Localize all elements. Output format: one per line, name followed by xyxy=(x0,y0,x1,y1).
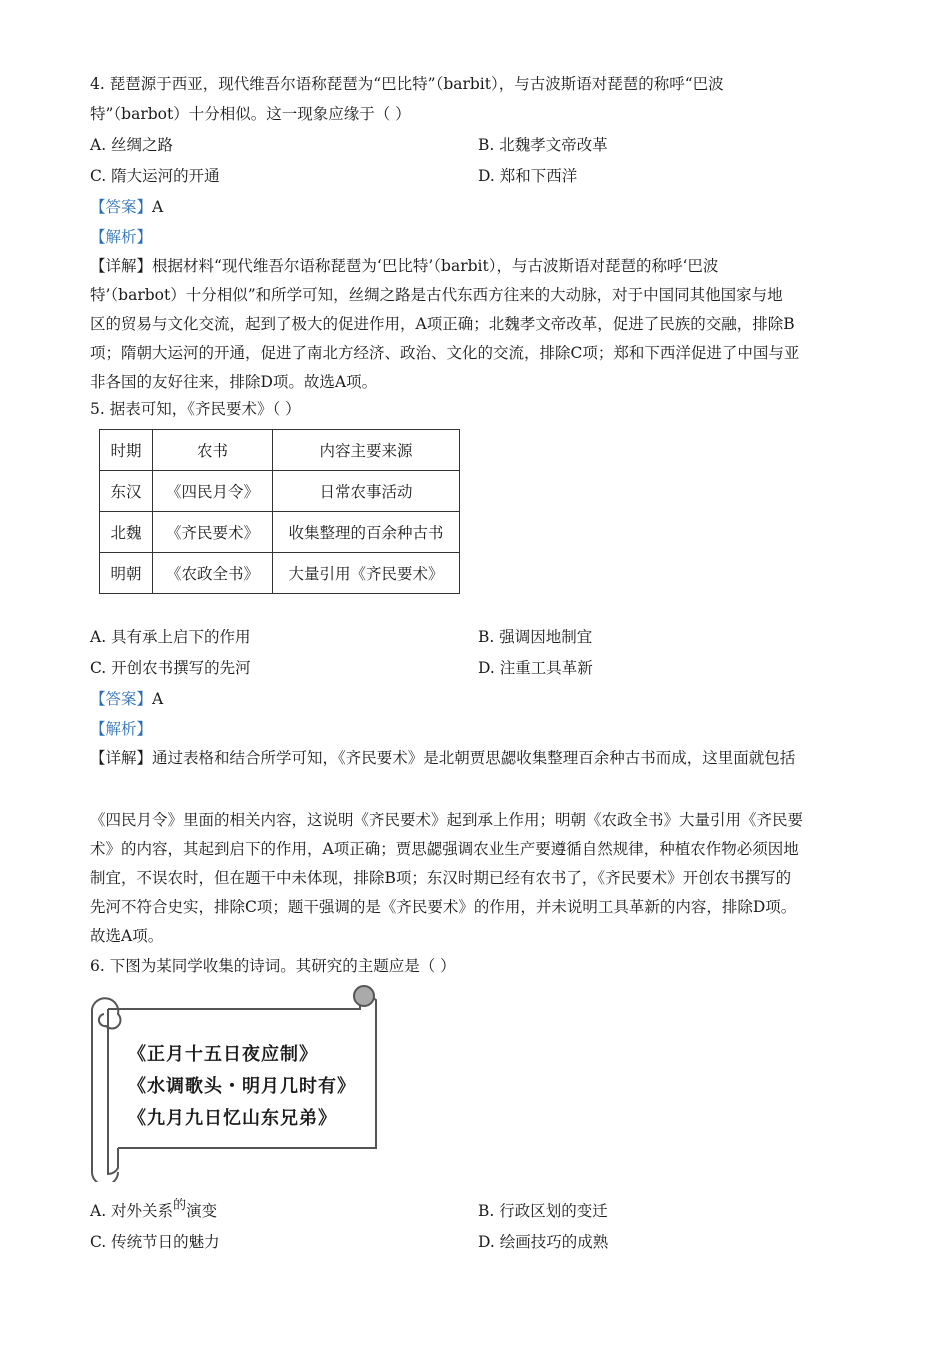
q4-stem-line2: 特”（barbot）十分相似。这一现象应缘于（ ） xyxy=(90,105,411,123)
table-cell: 《农政全书》 xyxy=(153,553,273,594)
q5-detail-line: 《四民月令》里面的相关内容，这说明《齐民要术》起到承上作用；明朝《农政全书》大量引用《齐民要 xyxy=(90,811,804,829)
answer-value: A xyxy=(152,690,164,708)
q5-stem: 5. 据表可知，《齐民要术》（ ） xyxy=(90,400,301,418)
q4-option-d: D. 郑和下西洋 xyxy=(478,167,578,185)
answer-value: A xyxy=(152,198,164,216)
q6-stem: 6. 下图为某同学收集的诗词。其研究的主题应是（ ） xyxy=(90,957,456,975)
q4-detail-line: 区的贸易与文化交流，起到了极大的促进作用，A项正确；北魏孝文帝改革，促进了民族的交融，排除B xyxy=(90,315,795,333)
table-cell: 收集整理的百余种古书 xyxy=(273,512,460,553)
q6-option-d: D. 绘画技巧的成熟 xyxy=(478,1233,609,1251)
q5-option-b: B. 强调因地制宜 xyxy=(478,628,593,646)
q5-detail-line: 故选A项。 xyxy=(90,927,164,945)
q4-option-c: C. 隋大运河的开通 xyxy=(90,167,220,185)
q4-detail-line: 非各国的友好往来，排除D项。故选A项。 xyxy=(90,373,378,391)
q4-analysis-label: 【解析】 xyxy=(90,228,153,246)
q4-option-a: A. 丝绸之路 xyxy=(90,136,174,154)
table-row xyxy=(100,553,460,594)
table-cell: 东汉 xyxy=(100,471,153,512)
table-cell: 《齐民要术》 xyxy=(153,512,273,553)
q4-detail-line: 【详解】根据材料“现代维吾尔语称琵琶为‘巴比特’（barbit），与古波斯语对琵琶的称呼‘巴波 xyxy=(90,257,719,275)
q6-option-b: B. 行政区划的变迁 xyxy=(478,1202,608,1220)
table-header-cell: 时期 xyxy=(100,430,153,471)
q5-analysis-label: 【解析】 xyxy=(90,720,153,738)
q5-detail xyxy=(90,806,862,951)
table-cell: 北魏 xyxy=(100,512,153,553)
q4-option-b: B. 北魏孝文帝改革 xyxy=(478,136,608,154)
poem-title: 《水调歌头・明月几时有》 xyxy=(128,1076,356,1097)
q4-detail-line: 项；隋朝大运河的开通，促进了南北方经济、政治、文化的交流，排除C项；郑和下西洋促进了中国与亚 xyxy=(90,344,800,362)
table-header-cell: 内容主要来源 xyxy=(273,430,460,471)
table-cell: 大量引用《齐民要术》 xyxy=(273,553,460,594)
answer-label: 【答案】 xyxy=(90,690,153,708)
table-cell: 明朝 xyxy=(100,553,153,594)
answer-label: 【答案】 xyxy=(90,198,153,216)
table-header-row xyxy=(100,430,460,471)
q4-stem-line1: 4. 琵琶源于西亚，现代维吾尔语称琵琶为“巴比特”（barbit），与古波斯语对琵琶的称呼“巴波 xyxy=(90,75,724,93)
table-row xyxy=(100,471,460,512)
q5-detail-line: 术》的内容，其起到启下的作用，A项正确；贾思勰强调农业生产要遵循自然规律，种植农作物必须因地 xyxy=(90,840,799,858)
table-row xyxy=(100,512,460,553)
q5-detail-line: 先河不符合史实，排除C项；题干强调的是《齐民要术》的作用，并未说明工具革新的内容，排除D项。 xyxy=(90,898,797,916)
q6-option-a-sup: 的 xyxy=(173,1198,187,1213)
poem-scroll xyxy=(88,982,380,1182)
q6-option-c: C. 传统节日的魅力 xyxy=(90,1233,220,1251)
q4-detail-line: 特’（barbot）十分相似”和所学可知，丝绸之路是古代东西方往来的大动脉，对于中国同其他国家与地 xyxy=(90,286,783,304)
q5-answer xyxy=(90,688,163,710)
q6-option-a-text-end: 演变 xyxy=(186,1202,218,1220)
q5-detail-first: 【详解】通过表格和结合所学可知，《齐民要术》是北朝贾思勰收集整理百余种古书而成，这里面就包括 xyxy=(90,749,796,767)
q5-detail-line: 制宜，不误农时，但在题干中未体现，排除B项；东汉时期已经有农书了，《齐民要术》开创农书撰写的 xyxy=(90,869,792,887)
q5-table xyxy=(99,429,460,594)
poem-title: 《正月十五日夜应制》 xyxy=(128,1044,318,1065)
table-header-cell: 农书 xyxy=(153,430,273,471)
q5-option-d: D. 注重工具革新 xyxy=(478,659,593,677)
q6-option-a xyxy=(90,1200,217,1224)
table-cell: 日常农事活动 xyxy=(273,471,460,512)
q5-option-a: A. 具有承上启下的作用 xyxy=(90,628,251,646)
q4-answer xyxy=(90,196,163,218)
q5-option-c: C. 开创农书撰写的先河 xyxy=(90,659,251,677)
poem-title: 《九月九日忆山东兄弟》 xyxy=(128,1108,337,1129)
q6-option-a-text: A. 对外关系 xyxy=(90,1202,174,1220)
table-cell: 《四民月令》 xyxy=(153,471,273,512)
q4-detail xyxy=(90,252,862,397)
